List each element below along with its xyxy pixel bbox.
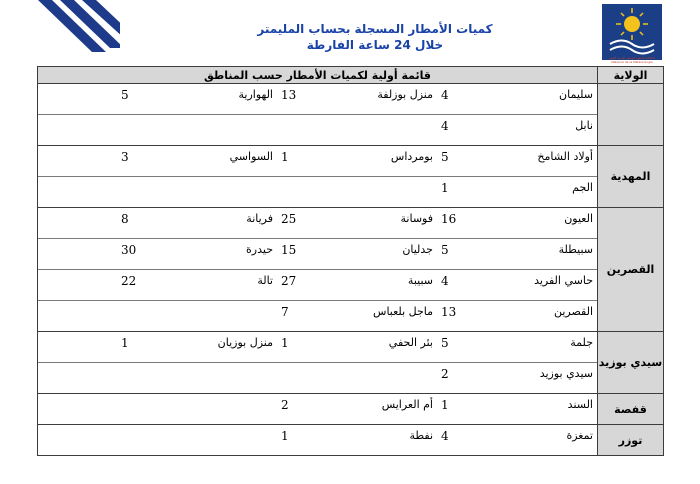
station-name: السواسي bbox=[229, 150, 273, 163]
wilaya-group bbox=[38, 208, 664, 332]
rainfall-value: 30 bbox=[121, 243, 137, 257]
station-name: سبيبة bbox=[407, 274, 433, 287]
rainfall-value: 7 bbox=[281, 305, 289, 319]
rainfall-value bbox=[117, 363, 204, 393]
wilaya-name: القصرين bbox=[598, 208, 664, 332]
inm-logo bbox=[602, 4, 662, 60]
station-row bbox=[38, 115, 597, 145]
rainfall-table bbox=[37, 66, 664, 456]
rainfall-value: 13 bbox=[441, 305, 457, 319]
rainfall-value: 13 bbox=[281, 88, 297, 102]
rainfall-value: 16 bbox=[441, 212, 457, 226]
stations-cell bbox=[38, 208, 598, 332]
station-row bbox=[38, 301, 597, 331]
rainfall-value: 22 bbox=[121, 274, 137, 288]
rainfall-value bbox=[117, 301, 204, 331]
rainfall-value: 1 bbox=[281, 150, 289, 164]
station-name: فريانة bbox=[246, 212, 273, 225]
station-name: سليمان bbox=[559, 88, 593, 101]
stations-cell bbox=[38, 394, 598, 425]
station-row bbox=[38, 177, 597, 207]
station-name: بئر الحفي bbox=[388, 336, 433, 349]
header-regions: قائمة أولية لكميات الأمطار حسب المناطق bbox=[38, 67, 598, 84]
rainfall-value: 15 bbox=[281, 243, 297, 257]
wilaya-name bbox=[598, 84, 664, 146]
station-row bbox=[38, 270, 597, 301]
station-row bbox=[38, 239, 597, 270]
wilaya-group bbox=[38, 146, 664, 208]
station-row bbox=[38, 208, 597, 239]
station-name: منزل بوزيان bbox=[217, 336, 273, 349]
station-name: حاسي الفريد bbox=[534, 274, 593, 287]
wilaya-name: المهدية bbox=[598, 146, 664, 208]
rainfall-value: 2 bbox=[441, 367, 449, 381]
station-row bbox=[38, 394, 597, 424]
station-name: حيدرة bbox=[246, 243, 273, 256]
rainfall-value bbox=[117, 177, 204, 207]
station-row bbox=[38, 146, 597, 177]
wilaya-group bbox=[38, 84, 664, 146]
rainfall-value: 5 bbox=[441, 336, 449, 350]
rainfall-value: 8 bbox=[121, 212, 129, 226]
station-name bbox=[204, 301, 277, 331]
rainfall-value bbox=[117, 394, 204, 424]
station-row bbox=[38, 84, 597, 115]
rainfall-value: 4 bbox=[441, 274, 449, 288]
station-name bbox=[204, 363, 277, 393]
rainfall-value: 4 bbox=[441, 119, 449, 133]
rainfall-value: 5 bbox=[441, 243, 449, 257]
stations-cell bbox=[38, 84, 598, 146]
station-name: القصرين bbox=[553, 305, 593, 318]
rainfall-value: 1 bbox=[441, 398, 449, 412]
rainfall-value: 3 bbox=[121, 150, 129, 164]
rainfall-value: 1 bbox=[281, 429, 289, 443]
rainfall-value: 27 bbox=[281, 274, 297, 288]
station-name: بومرداس bbox=[390, 150, 433, 163]
station-name: جلمة bbox=[570, 336, 593, 349]
stations-cell bbox=[38, 332, 598, 394]
wilaya-group bbox=[38, 332, 664, 394]
rainfall-value bbox=[117, 115, 204, 145]
station-name: تمغزة bbox=[566, 429, 593, 442]
sun-logo-icon bbox=[602, 4, 662, 56]
station-name bbox=[364, 177, 437, 207]
station-name bbox=[364, 115, 437, 145]
rainfall-value: 1 bbox=[281, 336, 289, 350]
station-name: نابل bbox=[575, 119, 593, 132]
station-name: فوسانة bbox=[400, 212, 433, 225]
station-row bbox=[38, 425, 597, 455]
station-row bbox=[38, 332, 597, 363]
station-name: السند bbox=[567, 398, 593, 411]
station-name: جدليان bbox=[402, 243, 433, 256]
station-name bbox=[204, 177, 277, 207]
station-name: سبيطلة bbox=[558, 243, 593, 256]
rainfall-value bbox=[277, 363, 364, 393]
page-title: كميات الأمطار المسجلة بحساب المليمتر bbox=[257, 22, 493, 36]
station-name: ماجل بلعباس bbox=[373, 305, 433, 318]
rainfall-value: 4 bbox=[441, 429, 449, 443]
decorative-stripes bbox=[20, 0, 120, 64]
wilaya-name: قفصة bbox=[598, 394, 664, 425]
wilaya-name: توزر bbox=[598, 425, 664, 456]
rainfall-value: 1 bbox=[441, 181, 449, 195]
station-row bbox=[38, 363, 597, 393]
rainfall-value bbox=[117, 425, 204, 455]
wilaya-name: سيدي بوزيد bbox=[598, 332, 664, 394]
rainfall-value: 1 bbox=[121, 336, 129, 350]
station-name: تالة bbox=[257, 274, 273, 287]
station-name: الجم bbox=[572, 181, 593, 194]
header-wilaya: الولاية bbox=[598, 67, 664, 84]
page-subtitle: خلال 24 ساعة الفارطة bbox=[306, 38, 444, 52]
wilaya-group bbox=[38, 394, 664, 425]
rainfall-value bbox=[277, 115, 364, 145]
rainfall-value: 2 bbox=[281, 398, 289, 412]
station-name: أم العرايس bbox=[381, 398, 433, 411]
station-name: منزل بوزلفة bbox=[377, 88, 433, 101]
station-name bbox=[204, 394, 277, 424]
station-name bbox=[204, 115, 277, 145]
wilaya-group bbox=[38, 425, 664, 456]
station-name: سيدي بوزيد bbox=[539, 367, 593, 380]
logo-caption: المعهد الوطني للرصد الجوي Institut National de la Météorologie bbox=[608, 56, 656, 64]
station-name: أولاد الشامخ bbox=[537, 150, 593, 163]
rainfall-value: 4 bbox=[441, 88, 449, 102]
stations-cell bbox=[38, 146, 598, 208]
stations-cell bbox=[38, 425, 598, 456]
rainfall-value bbox=[277, 177, 364, 207]
station-name: الهوارية bbox=[238, 88, 273, 101]
rainfall-value: 5 bbox=[121, 88, 129, 102]
rainfall-value: 5 bbox=[441, 150, 449, 164]
rainfall-value: 25 bbox=[281, 212, 297, 226]
station-name: العيون bbox=[564, 212, 593, 225]
station-name: نفطة bbox=[409, 429, 433, 442]
station-name bbox=[204, 425, 277, 455]
station-name bbox=[364, 363, 437, 393]
